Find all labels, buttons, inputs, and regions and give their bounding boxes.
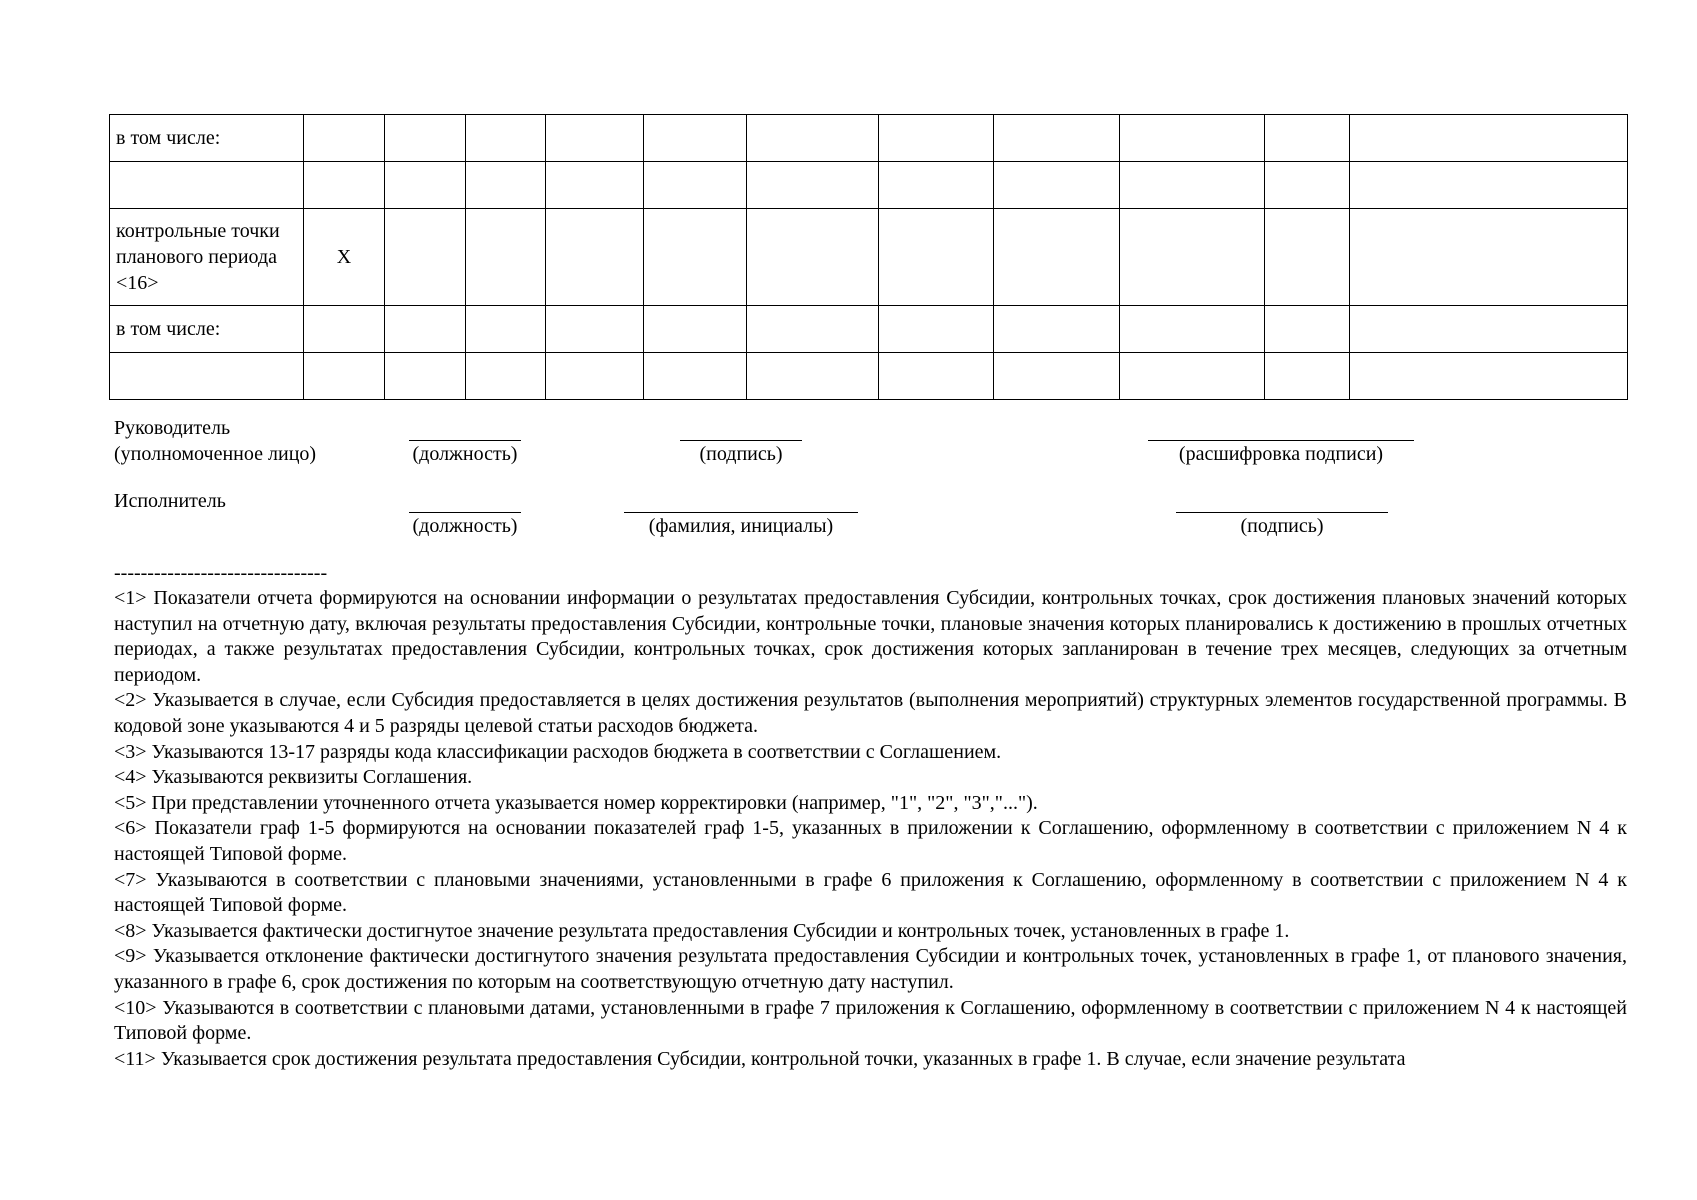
head-label-line2: (уполномоченное лицо) (114, 443, 317, 465)
table-cell (747, 209, 879, 306)
exec-label: Исполнитель (114, 490, 226, 512)
report-table (109, 114, 1628, 400)
table-cell (644, 209, 747, 306)
table-cell (304, 306, 385, 353)
table-cell (1120, 115, 1265, 162)
table-cell (385, 209, 466, 306)
table-cell (644, 115, 747, 162)
table-cell (304, 115, 385, 162)
table-cell (879, 209, 994, 306)
footnote-4: <4> Указываются реквизиты Соглашения. (114, 766, 473, 789)
table-cell (1350, 209, 1628, 306)
table-cell (1350, 353, 1628, 400)
head-signature-caption: (подпись) (699, 443, 783, 465)
table-cell (747, 353, 879, 400)
table-row (110, 306, 1628, 353)
table-cell (546, 115, 644, 162)
table-cell (385, 162, 466, 209)
table-cell (1265, 209, 1350, 306)
table-cell (879, 353, 994, 400)
table-cell (385, 353, 466, 400)
table-cell (747, 162, 879, 209)
table-cell (546, 353, 644, 400)
table-cell (1350, 115, 1628, 162)
table-cell (994, 353, 1120, 400)
table-cell (1120, 306, 1265, 353)
table-cell (1120, 209, 1265, 306)
row-label: в том числе: (110, 115, 304, 162)
footnote-1: <1> Показатели отчета формируются на основании информации о результатах предоставления Субсидии, контрольных точках, срок достижения плановых значений которых наступил на отчетную дату, включая результаты предоставления Субсидии, контрольные точки, плановые значения которых планировались к достижению в прошлых отчетных периодах, а также результатах предоставления Субсидии, контрольных точках, срок достижения которых запланирован в течение трех месяцев, следующих за отчетным периодом. (114, 587, 1627, 686)
table-cell (994, 115, 1120, 162)
table-cell (1120, 162, 1265, 209)
table-cell: X (304, 209, 385, 306)
footnote-11: <11> Указывается срок достижения результата предоставления Субсидии, контрольной точки, указанных в графе 1. В случае, если значение результата (114, 1047, 1406, 1070)
table-cell (385, 306, 466, 353)
table-row (110, 209, 1628, 306)
table-row (110, 353, 1628, 400)
table-cell (304, 162, 385, 209)
table-cell (1265, 306, 1350, 353)
footnote-separator: -------------------------------- (114, 562, 328, 584)
table-cell (879, 115, 994, 162)
table-row (110, 162, 1628, 209)
footnote-9: <9> Указывается отклонение фактически достигнутого значения результата предоставления Субсидии и контрольных точек, установленных в графе 1, от планового значения, указанного в графе 6, срок достижения по которым на соответствующую отчетную дату наступил. (114, 945, 1627, 993)
table-cell (1350, 162, 1628, 209)
table-cell (879, 306, 994, 353)
table-cell (1120, 353, 1265, 400)
footnote-5: <5> При представлении уточненного отчета указывается номер корректировки (например, "1", "2", "3","..."). (114, 791, 1038, 814)
footnote-2: <2> Указывается в случае, если Субсидия предоставляется в целях достижения результатов (выполнения мероприятий) структурных элементов государственной программы. В кодовой зоне указываются 4 и 5 разряды целевой статьи расходов бюджета. (114, 689, 1627, 737)
head-decoding-caption: (расшифровка подписи) (1178, 443, 1384, 465)
row-label (110, 353, 304, 400)
head-label-line1: Руководитель (114, 417, 231, 439)
exec-name-caption: (фамилия, инициалы) (648, 515, 834, 537)
table-cell (546, 306, 644, 353)
head-position-caption: (должность) (412, 443, 518, 465)
table-cell (644, 306, 747, 353)
table-cell (644, 162, 747, 209)
exec-position-caption: (должность) (412, 515, 518, 537)
table-cell (644, 353, 747, 400)
table-cell (994, 209, 1120, 306)
table-cell (1265, 115, 1350, 162)
table-cell (1265, 353, 1350, 400)
table-cell (546, 162, 644, 209)
table-row (110, 115, 1628, 162)
table-cell (994, 306, 1120, 353)
table-cell (1350, 306, 1628, 353)
footnote-7: <7> Указываются в соответствии с плановыми значениями, установленными в графе 6 приложения к Соглашению, оформленному в соответствии с приложением N 4 к настоящей Типовой форме. (114, 868, 1627, 917)
table-cell (466, 353, 546, 400)
table-cell (466, 306, 546, 353)
table-cell (466, 115, 546, 162)
row-label: контрольные точки планового периода <16> (110, 209, 304, 306)
table-cell (879, 162, 994, 209)
footnote-3: <3> Указываются 13-17 разряды кода классификации расходов бюджета в соответствии с Соглашением. (114, 740, 1002, 763)
table-cell (994, 162, 1120, 209)
footnote-8: <8> Указывается фактически достигнутое значение результата предоставления Субсидии и контрольных точек, установленных в графе 1. (114, 919, 1290, 942)
row-label (110, 162, 304, 209)
table-cell (546, 209, 644, 306)
row-label: в том числе: (110, 306, 304, 353)
footnote-6: <6> Показатели граф 1-5 формируются на основании показателей граф 1-5, указанных в приложении к Соглашению, оформленному в соответствии с приложением N 4 к настоящей Типовой форме. (114, 817, 1627, 865)
exec-signature-caption: (подпись) (1240, 515, 1324, 537)
table-cell (466, 162, 546, 209)
table-cell (304, 353, 385, 400)
footnote-10: <10> Указываются в соответствии с плановыми датами, установленными в графе 7 приложения к Соглашению, оформленному в соответствии с приложением N 4 к настоящей Типовой форме. (114, 996, 1627, 1045)
table-cell (466, 209, 546, 306)
footnotes (114, 586, 1627, 1078)
table-cell (1265, 162, 1350, 209)
table-cell (747, 306, 879, 353)
table-cell (747, 115, 879, 162)
table-cell (385, 115, 466, 162)
